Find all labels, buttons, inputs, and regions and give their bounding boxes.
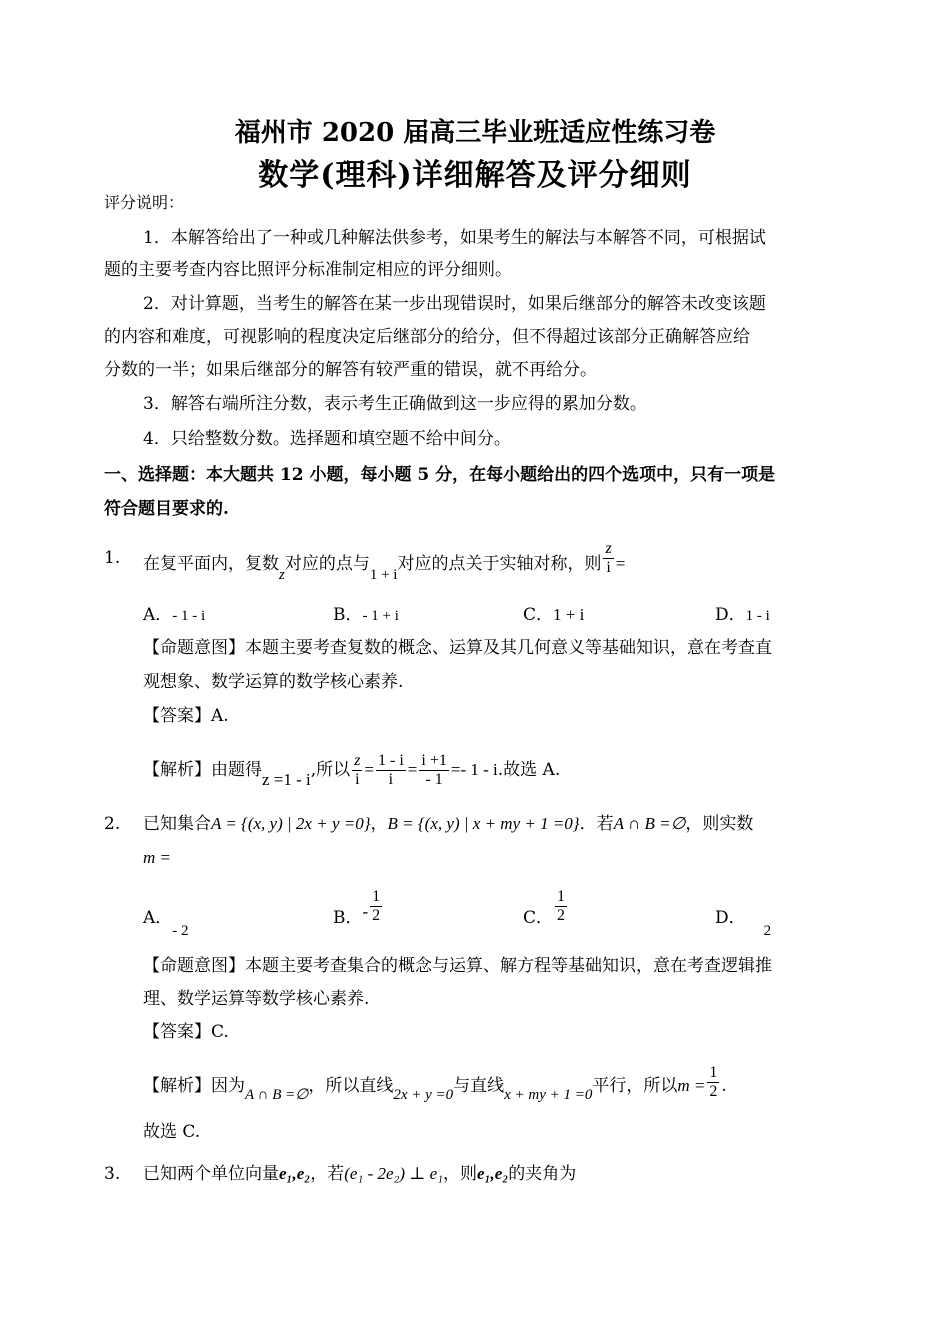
q2-opt-c-den: 2 xyxy=(557,907,566,924)
q2-option-b-label: B． xyxy=(333,908,363,928)
q1-option-c[interactable] xyxy=(523,600,584,625)
q1-point: 1 + i xyxy=(369,567,398,583)
q2-m-eq: m = xyxy=(677,1076,706,1095)
q2-stem xyxy=(143,812,753,836)
q3-number: 3. xyxy=(104,1164,121,1184)
q3-stem-b: ，若 xyxy=(310,1164,345,1184)
q2-option-d-label: D． xyxy=(715,908,746,928)
q1-option-c-label: C． xyxy=(523,605,554,625)
q1-option-a-value: - 1 - i xyxy=(172,608,206,624)
q2-stem-c: ，则实数 xyxy=(685,814,754,834)
q2-stem-b: ．若 xyxy=(579,814,614,834)
q1-option-d[interactable] xyxy=(715,600,770,625)
section-1-heading-a: 一、选择题：本大题共 12 小题，每小题 5 分，在每小题给出的四个选项中，只有一项是 xyxy=(104,465,776,485)
q1-option-d-value: 1 - i xyxy=(745,608,770,624)
q1-analysis-frac-1 xyxy=(352,752,362,789)
q1-stem-c: 对应的点关于实轴对称，则 xyxy=(397,554,602,574)
q2-condition: A ∩ B =∅ xyxy=(613,814,686,833)
q2-analysis-a: 【解析】因为 xyxy=(143,1076,245,1096)
notes-heading: 评分说明： xyxy=(104,193,185,212)
q1-option-d-label: D． xyxy=(715,605,746,625)
q2-opt-b-den: 2 xyxy=(372,907,381,924)
q1-analysis-tail: =- 1 - i xyxy=(450,760,498,779)
q1-analysis-frac-2 xyxy=(376,752,406,789)
page-subtitle: 数学(理科)详细解答及评分细则 xyxy=(258,158,692,193)
q2-line-2: x + my + 1 =0 xyxy=(504,1087,593,1103)
q2-option-a[interactable] xyxy=(143,903,189,939)
q2-m-num: 1 xyxy=(709,1064,718,1081)
q1-option-a-label: A． xyxy=(143,605,173,625)
q1-stem-a: 在复平面内，复数 xyxy=(143,554,279,574)
q1-analysis-frac-3 xyxy=(419,752,448,789)
q1-option-b-label: B． xyxy=(333,605,363,625)
q2-analysis-cond: A ∩ B =∅ xyxy=(245,1087,309,1103)
q2-m-frac xyxy=(707,1064,719,1101)
q3-stem-a: 已知两个单位向量 xyxy=(143,1164,279,1184)
q1-analysis-b: ,所以 xyxy=(310,760,351,780)
note-2-line-b: 的内容和难度，可视影响的程度决定后继部分的给分，但不得超过该部分正确解答应给 xyxy=(104,327,750,347)
q2-number: 2. xyxy=(104,814,121,834)
q2-option-a-label: A． xyxy=(143,908,173,928)
q2-opt-c-num: 1 xyxy=(557,888,566,905)
q1-option-b[interactable] xyxy=(333,600,399,625)
q2-option-d-value: 2 xyxy=(763,923,772,939)
q2-option-b-frac xyxy=(370,888,382,925)
q1-analysis-end: .故选 A. xyxy=(497,760,561,780)
q2-option-b-sign: - xyxy=(362,902,369,921)
q1-option-a[interactable] xyxy=(143,600,205,625)
q2-set-a: A = {(x, y) | 2x + y =0} xyxy=(211,814,371,833)
q2-intent-b: 理、数学运算等数学核心素养. xyxy=(143,989,370,1009)
note-1-line-a: 1．本解答给出了一种或几种解法供参考，如果考生的解法与本解答不同，可根据试 xyxy=(143,228,766,248)
q2-option-b[interactable] xyxy=(333,888,384,928)
q2-option-c[interactable] xyxy=(523,888,569,928)
q1-f1-den: i xyxy=(355,771,360,788)
q1-analysis: 【解析】由题得z =1 - i,所以 $\frac{z}{i}$ = $\frac{1 - i}{i}$ = $\frac{i +1}{- 1}$ =- 1 - i.故选 A. xyxy=(143,752,561,789)
q2-line-1: 2x + y =0 xyxy=(393,1087,454,1103)
q3-condition: (e₁ - 2e₂) ⊥ e₁ xyxy=(344,1164,444,1183)
q2-intent-a: 【命题意图】本题主要考查集合的概念与运算、解方程等基础知识，意在考查逻辑推 xyxy=(143,956,772,976)
q2-opt-b-num: 1 xyxy=(372,888,381,905)
q1-intent-b: 观想象、数学运算的数学核心素养. xyxy=(143,672,404,692)
note-1-line-b: 题的主要考查内容比照评分标准制定相应的评分细则。 xyxy=(104,260,512,280)
q2-conclusion: 故选 C. xyxy=(143,1122,201,1142)
q2-analysis xyxy=(143,1064,727,1105)
q3-vectors: e₁,e₂ xyxy=(279,1164,311,1183)
q1-f3-den: - 1 xyxy=(425,771,443,788)
q2-analysis-b: ，所以直线 xyxy=(308,1076,394,1096)
q1-stem xyxy=(143,540,626,583)
q1-frac-num: z xyxy=(605,540,612,557)
note-2-line-a: 2．对计算题，当考生的解答在某一步出现错误时，如果后继部分的解答未改变该题 xyxy=(143,294,766,314)
q1-option-c-value: 1 + i xyxy=(553,605,585,624)
q3-stem-d: 的夹角为 xyxy=(508,1164,577,1184)
q3-stem-c: ，则 xyxy=(443,1164,478,1184)
q1-answer: 【答案】A. xyxy=(143,706,229,726)
q1-intent-a: 【命题意图】本题主要考查复数的概念、运算及其几何意义等基础知识，意在考查直 xyxy=(143,638,772,658)
q1-analysis-a: 【解析】由题得 xyxy=(143,760,262,780)
q1-frac-den: i xyxy=(606,559,611,576)
q1-option-b-value: - 1 + i xyxy=(362,608,399,624)
q2-analysis-c: 与直线 xyxy=(453,1076,505,1096)
q2-option-d[interactable] xyxy=(715,903,772,939)
page-title: 福州市 2020 届高三毕业班适应性练习卷 xyxy=(234,118,716,148)
q1-stem-b: 对应的点与 xyxy=(284,554,370,574)
q2-comma: ， xyxy=(370,814,388,834)
section-1-heading-b: 符合题目要求的. xyxy=(104,499,229,519)
q2-set-b: B = {(x, y) | x + my + 1 =0} xyxy=(387,814,580,833)
q1-f3-num: i +1 xyxy=(421,752,447,769)
q1-f2-den: i xyxy=(388,771,394,788)
q2-option-c-frac xyxy=(555,888,567,925)
q2-period: . xyxy=(721,1076,727,1096)
q1-number: 1. xyxy=(104,548,121,568)
q2-analysis-d: 平行，所以 xyxy=(592,1076,678,1096)
q1-fraction xyxy=(603,540,613,577)
q2-option-a-value: - 2 xyxy=(172,923,189,939)
q1-f2-num: 1 - i xyxy=(378,752,404,769)
q2-m-den: 2 xyxy=(709,1083,718,1100)
note-2-line-c: 分数的一半；如果后继部分的解答有较严重的错误，就不再给分。 xyxy=(104,360,597,380)
q1-f1-num: z xyxy=(354,752,361,769)
note-4: 4．只给整数分数。选择题和填空题不给中间分。 xyxy=(143,429,511,449)
q2-answer: 【答案】C. xyxy=(143,1022,229,1042)
q3-vectors-2: e₁,e₂ xyxy=(477,1164,509,1183)
q3-stem xyxy=(143,1162,576,1186)
q1-analysis-z: z =1 - i xyxy=(262,770,311,789)
q2-stem-a: 已知集合 xyxy=(143,814,211,834)
q1-eq: = xyxy=(615,554,626,573)
q2-m: m = xyxy=(143,848,171,867)
q1-var-z: z xyxy=(279,567,285,583)
q2-option-c-label: C． xyxy=(523,908,554,928)
note-3: 3．解答右端所注分数，表示考生正确做到这一步应得的累加分数。 xyxy=(143,394,647,414)
